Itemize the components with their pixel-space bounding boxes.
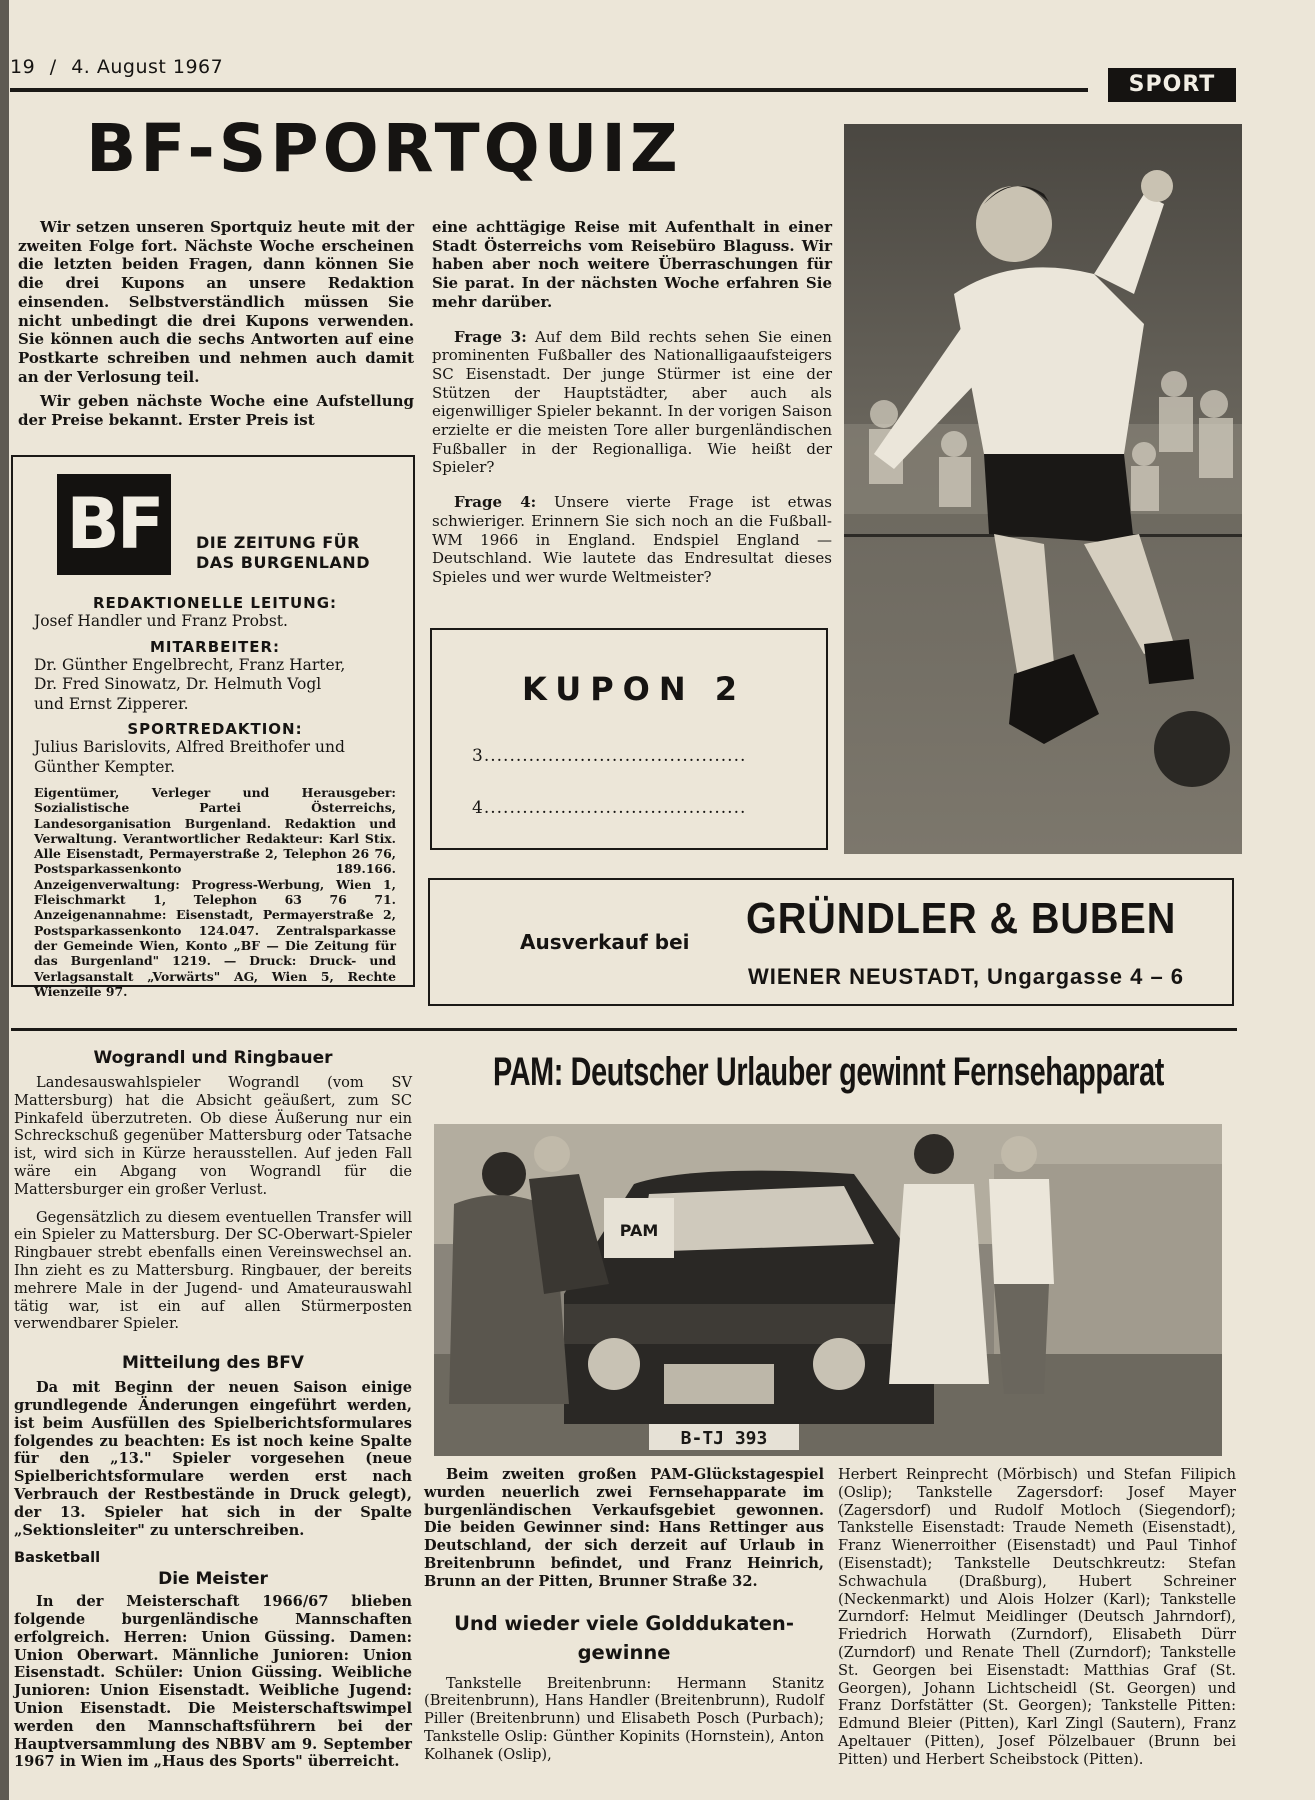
coupon-line-3-dots: ........................................ xyxy=(490,746,747,766)
basketball-kicker: Basketball xyxy=(14,1549,101,1567)
staff-line-1: Dr. Günther Engelbrecht, Franz Harter, xyxy=(34,655,346,674)
meister-p1: In der Meisterschaft 1966/67 blieben folgende burgenländische Mannschaften erfolgreich. Herren: Union Güssing. Damen: Union Oberwart. Männliche Junioren: Union Eisenstadt. Schüler: Union Güssing. Weibliche Junioren: Union Eisenstadt. Weibliche Jugend: Union Eisenstadt. Die Meisterschaftswimpel werden den Mannschaftsführern bei der Hauptversammlung des NBBV am 9. September 1967 in Wien im „Haus des Sports" überreicht. xyxy=(14,1593,412,1771)
section-label: SPORT xyxy=(1108,68,1236,102)
quiz-questions xyxy=(432,218,832,587)
question-4-label: Frage 4: xyxy=(454,493,537,512)
bfv-title: Mitteilung des BFV xyxy=(122,1353,304,1374)
gold-title-line-1: Und wieder viele Golddukaten- xyxy=(454,1611,794,1635)
section-divider xyxy=(11,1028,1237,1031)
tagline-line-1: DIE ZEITUNG FÜR xyxy=(196,533,360,552)
sports-line-2: Günther Kempter. xyxy=(34,757,176,776)
license-plate-text: B-TJ 393 xyxy=(680,1428,768,1449)
staff-line-3: und Ernst Zipperer. xyxy=(34,694,189,713)
coupon-title: KUPON 2 xyxy=(522,670,747,708)
pam-lead: Beim zweiten großen PAM-Glückstagespiel wurden neuerlich zwei Fernsehapparate im burgenländischen Verkaufsgebiet gewonnen. Die beiden Gewinner sind: Hans Rettinger aus Deutschland, der sich derzeit auf Urlaub in Breitenbrunn befindet, und Franz Heinrich, Brunn an der Pitten, Brunner Straße 32. xyxy=(424,1466,824,1590)
gold-title xyxy=(424,1609,824,1667)
pam-winner-photo xyxy=(434,1124,1222,1456)
tagline-line-2: DAS BURGENLAND xyxy=(196,553,370,572)
question-3 xyxy=(432,328,832,478)
page-header-date xyxy=(10,56,223,78)
quiz-intro-p2: Wir geben nächste Woche eine Aufstellung der Preise bekannt. Erster Preis ist xyxy=(18,392,414,430)
pam-column-a xyxy=(424,1466,824,1764)
wograndl-p2: Gegensätzlich zu diesem eventuellen Transfer will ein Spieler zu Mattersburg. Der SC-Oberwart-Spieler Ringbauer strebt ebenfalls einen Vereinswechsel an. Ihn zieht es zu Mattersburg. Ringbauer, der bereits mehrere Male in der Jugend- und Amateurauswahl tätig war, ist ein auf allen Stürmerposten verwendbarer Spieler. xyxy=(14,1208,412,1333)
sports-heading: SPORTREDAKTION: xyxy=(127,720,303,738)
pam-headline: PAM: Deutscher Urlauber gewinnt Fernsehapparat xyxy=(493,1050,1165,1094)
bfv-p1: Da mit Beginn der neuen Saison einige grundlegende Änderungen eingeführt werden, ist beim Ausfüllen des Spielberichtsformulares folgendes zu beachten: Es ist noch keine Spalte für den „13." Spieler vorgesehen (neue Spielberichtsformulare werden erst nach Verbrauch der Restbestände in Druck gelegt), der 13. Spieler hat sich in der Spalte „Sektionsleiter" zu unterschreiben. xyxy=(14,1379,412,1539)
coupon-line-4-label: 4. xyxy=(472,798,491,818)
editorial-names: Josef Handler und Franz Probst. xyxy=(34,612,288,630)
quiz-title: BF-SPORTQUIZ xyxy=(86,110,682,187)
header-rule xyxy=(10,88,1088,92)
football-player-photo xyxy=(844,124,1242,854)
pam-photo-illustration xyxy=(434,1124,1222,1456)
editorial-heading: REDAKTIONELLE LEITUNG: xyxy=(92,594,338,612)
question-4 xyxy=(432,493,832,587)
gold-title-line-2: gewinne xyxy=(577,1640,671,1664)
question-3-label: Frage 3: xyxy=(454,327,527,346)
wograndl-title: Wograndl und Ringbauer xyxy=(93,1048,333,1068)
ad-address: WIENER NEUSTADT, Ungargasse 4 – 6 xyxy=(748,964,1185,989)
quiz-intro-p1: Wir setzen unseren Sportquiz heute mit der zweiten Folge fort. Nächste Woche erscheinen die letzten beiden Fragen, dann können Sie die drei Kupons an unsere Redaktion einsenden. Selbstverständlich müssen Sie nicht unbedingt die drei Kupons verwenden. Sie können auch die sechs Antworten auf eine Postkarte schreiben und nehmen auch damit an der Verlosung teil. xyxy=(18,218,414,386)
gold-winners-p1: Tankstelle Breitenbrunn: Hermann Stanitz (Breitenbrunn), Hans Handler (Breitenbrunn), Rudolf Piller (Breitenbrunn) und Elisabeth Posch (Purbach); Tankstelle Oslip: Günther Kopinits (Hornstein), Anton Kolhanek (Oslip), xyxy=(424,1674,824,1763)
coupon-box xyxy=(430,628,828,850)
bf-logo: BF xyxy=(57,474,171,575)
wograndl-p1: Landesauswahlspieler Wograndl (vom SV Mattersburg) hat die Absicht geäußert, zum SC Pinkafeld überzutreten. Ob diese Äußerung nur ein Schreckschuß gegenüber Mattersburg oder Tatsache ist, wird sich in Kürze herausstellen. Auf jeden Fall wäre ein Abgang von Wograndl für die Mattersburger ein großer Verlust. xyxy=(14,1074,412,1198)
coupon-line-3-label: 3. xyxy=(472,746,491,766)
issue-date: 4. August 1967 xyxy=(71,56,224,78)
coupon-line-4 xyxy=(472,798,746,818)
quiz-intro-continued: eine achttägige Reise mit Aufenthalt in einer Stadt Österreichs vom Reisebüro Blaguss. Wir haben aber noch weitere Überraschungen für Sie parat. In der nächsten Woche erfahren Sie mehr darüber. xyxy=(432,218,832,311)
page-number: 19 xyxy=(10,56,36,78)
staff-heading: MITARBEITER: xyxy=(149,637,281,656)
page-binding-edge xyxy=(0,0,9,1800)
pam-sign-text: PAM xyxy=(619,1221,659,1240)
imprint: Eigentümer, Verleger und Herausgeber: Sozialistische Partei Österreichs, Landesorganisation Burgenland. Redaktion und Verwaltung. Verantwortlicher Redakteur: Karl Stix. Alle Eisenstadt, Permayerstraße 2, Telephon 26 76, Postsparkassenkonto 189.166. Anzeigenverwaltung: Progress-Werbung, Wien 1, Fleischmarkt 1, Telephon 63 76 71. Anzeigenannahme: Eisenstadt, Permayerstraße 2, Postsparkassenkonto 124.047. Zentralsparkasse der Gemeinde Wien, Konto „BF — Die Zeitung für das Burgenland" 1219. — Druck: Druck- und Verlagsanstalt „Vorwärts" AG, Wien 5, Rechte Wienzeile 97. xyxy=(34,785,396,999)
football-player-illustration xyxy=(844,124,1242,854)
masthead-tagline xyxy=(196,533,370,573)
question-4-text: Unsere vierte Frage ist etwas schwieriger. Erinnern Sie sich noch an die Fußball-WM 1966 in England. Endspiel England — Deutschland. Wie lautete das Endresultat dieses Spieles und wer wurde Weltmeister? xyxy=(432,493,832,586)
quiz-intro xyxy=(18,218,414,430)
staff-line-2: Dr. Fred Sinowatz, Dr. Helmuth Vogl xyxy=(34,675,322,693)
coupon-line-3 xyxy=(472,746,746,766)
question-3-text: Auf dem Bild rechts sehen Sie einen prominenten Fußballer des Nationalligaaufsteigers SC Eisenstadt. Der junge Stürmer ist eine der Stützen der Hauptstädter, aber auch als eigenwilliger Spieler bekannt. In der vorigen Saison erzielte er die meisten Tore aller burgenländischen Fußballer in der Regionalliga. Wie heißt der Spieler? xyxy=(432,327,832,477)
coupon-line-4-dots: ........................................ xyxy=(490,798,747,818)
left-news-column xyxy=(14,1048,412,1771)
sports-line-1: Julius Barislovits, Alfred Breithofer und xyxy=(34,738,345,756)
advertisement-box xyxy=(428,878,1234,1006)
header-separator: / xyxy=(49,56,57,78)
gold-winners-p2: Herbert Reinprecht (Mörbisch) und Stefan Filipich (Oslip); Tankstelle Zagersdorf: Josef Mayer (Zagersdorf) und Rudolf Motloch (Siegendorf); Tankstelle Eisenstadt: Traude Nemeth (Eisenstadt), Franz Wienerroither (Eisenstadt) und Paul Tinhof (Eisenstadt); Tankstelle Deutschkreutz: Stefan Schwachula (Draßburg), Hubert Schreiner (Neckenmarkt) und Alois Holzer (Karl); Tankstelle Zurndorf: Helmut Meidlinger (Deutsch Jahrndorf), Friedrich Horwath (Zurndorf), Elisabeth Dürr (Zurndorf) und Renate Thell (Zurndorf); Tankstelle St. Georgen bei Eisenstadt: Matthias Graf (St. Georgen), Johann Lichtscheidl (St. Georgen) und Franz Dorfstätter (St. Georgen); Tankstelle Pitten: Edmund Bleier (Pitten), Karl Zingl (Sautern), Franz Apeltauer (Pitten), Josef Pölzelbauer (Brunn bei Pitten) und Herbert Scheibstock (Pitten). xyxy=(838,1466,1236,1768)
ad-lead: Ausverkauf bei xyxy=(520,930,690,954)
masthead-staff xyxy=(34,594,396,999)
meister-title: Die Meister xyxy=(158,1569,268,1590)
pam-column-b xyxy=(838,1466,1236,1769)
ad-brand: GRÜNDLER & BUBEN xyxy=(746,894,1177,943)
